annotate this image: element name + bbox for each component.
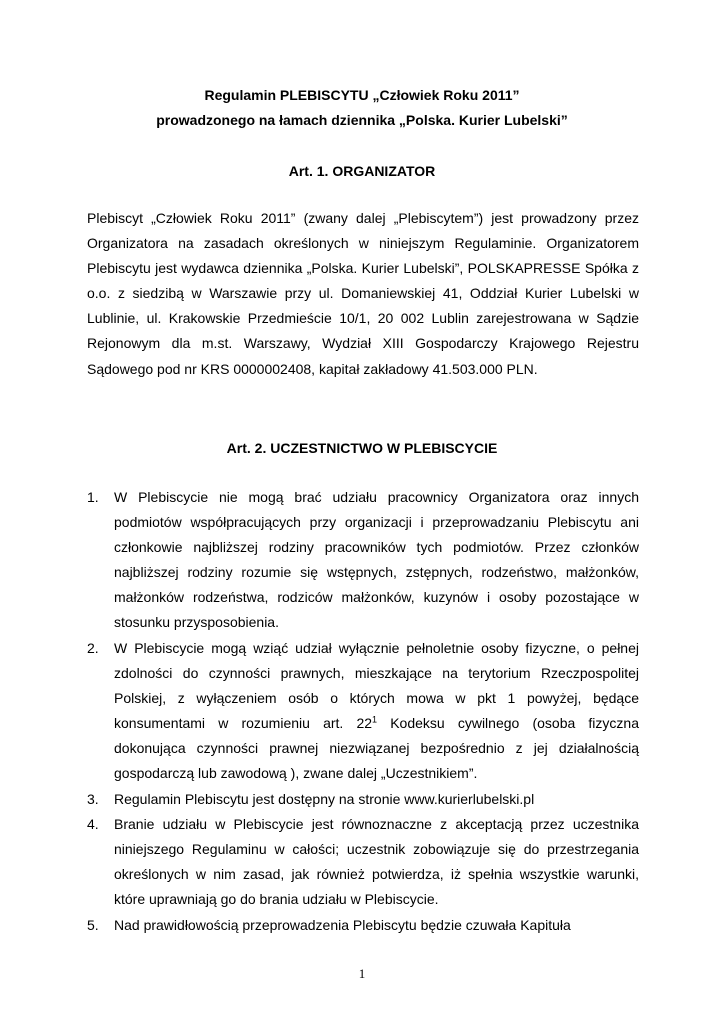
list-number: 1. [87,489,99,505]
list-item-2 [87,636,639,787]
list-item-text: Branie udziału w Plebiscycie jest równoznaczne z akceptacją przez uczestnika niniejszego Regulaminu w całości; uczestnik zobowiązuje się do przestrzegania określonych w nim zasad, jak również potwierdza, iż spełnia wszystkie warunki, które uprawniają go do brania udziału w Plebiscycie. [114,816,639,908]
list-item-1 [87,485,639,636]
list-item-3 [87,787,639,812]
list-item-text-part-2: Kodeksu cywilnego (osoba fizyczna dokonująca czynności prawnej niezwiązanej bezpośrednio z jej działalnością gospodarczą lub zawodową ), zwane dalej „Uczestnikiem”. [114,715,639,782]
page-number: 1 [358,966,366,981]
list-item-4 [87,812,639,912]
list-item-5 [87,913,639,938]
document-title-line-1: Regulamin PLEBISCYTU „Człowiek Roku 2011” [204,87,520,103]
list-item-text-part-1: W Plebiscycie mogą wziąć udział wyłącznie pełnoletnie osoby fizyczne, o pełnej zdolności do czynności prawnych, mieszkające na terytorium Rzeczpospolitej Polskiej, z wyłączeniem osób o których mowa w pkt 1 powyżej, będące konsumentami w rozumieniu art. 22 [114,640,639,732]
list-number: 3. [87,791,99,807]
list-item-text: Nad prawidłowością przeprowadzenia Plebiscytu będzie czuwała Kapituła [114,917,571,933]
list-item-text [114,636,639,787]
article-1-heading: Art. 1. ORGANIZATOR [288,163,436,179]
list-number: 4. [87,816,99,832]
superscript: 1 [372,714,378,725]
list-number: 5. [87,917,99,933]
list-number: 2. [87,640,99,656]
document-title-line-2: prowadzonego na łamach dziennika „Polska. Kurier Lubelski” [156,112,568,128]
list-item-text: Regulamin Plebiscytu jest dostępny na stronie www.kurierlubelski.pl [114,791,535,807]
article-1-paragraph: Plebiscyt „Człowiek Roku 2011” (zwany dalej „Plebiscytem”) jest prowadzony przez Organizatora na zasadach określonych w niniejszym Regulaminie. Organizatorem Plebiscytu jest wydawca dziennika „Polska. Kurier Lubelski”, POLSKAPRESSE Spółka z o.o. z siedzibą w Warszawie przy ul. Domaniewskiej 41, Oddział Kurier Lubelski w Lublinie, ul. Krakowskie Przedmieście 10/1, 20 002 Lublin zarejestrowana w Sądzie Rejonowym dla m.st. Warszawy, Wydział XIII Gospodarczy Krajowego Rejestru Sądowego pod nr KRS 0000002408, kapitał zakładowy 41.503.000 PLN. [87,210,639,377]
article-2-heading: Art. 2. UCZESTNICTWO W PLEBISCYCIE [226,440,498,456]
list-item-text: W Plebiscycie nie mogą brać udziału pracownicy Organizatora oraz innych podmiotów współpracujących przy organizacji i przeprowadzaniu Plebiscytu ani członkowie najbliższej rodziny pracowników tych podmiotów. Przez członków najbliższej rodziny rozumie się wstępnych, zstępnych, rodzeństwo, małżonków, małżonków rodzeństwa, rodziców małżonków, kuzynów i osoby pozostające w stosunku przysposobienia. [114,489,639,631]
